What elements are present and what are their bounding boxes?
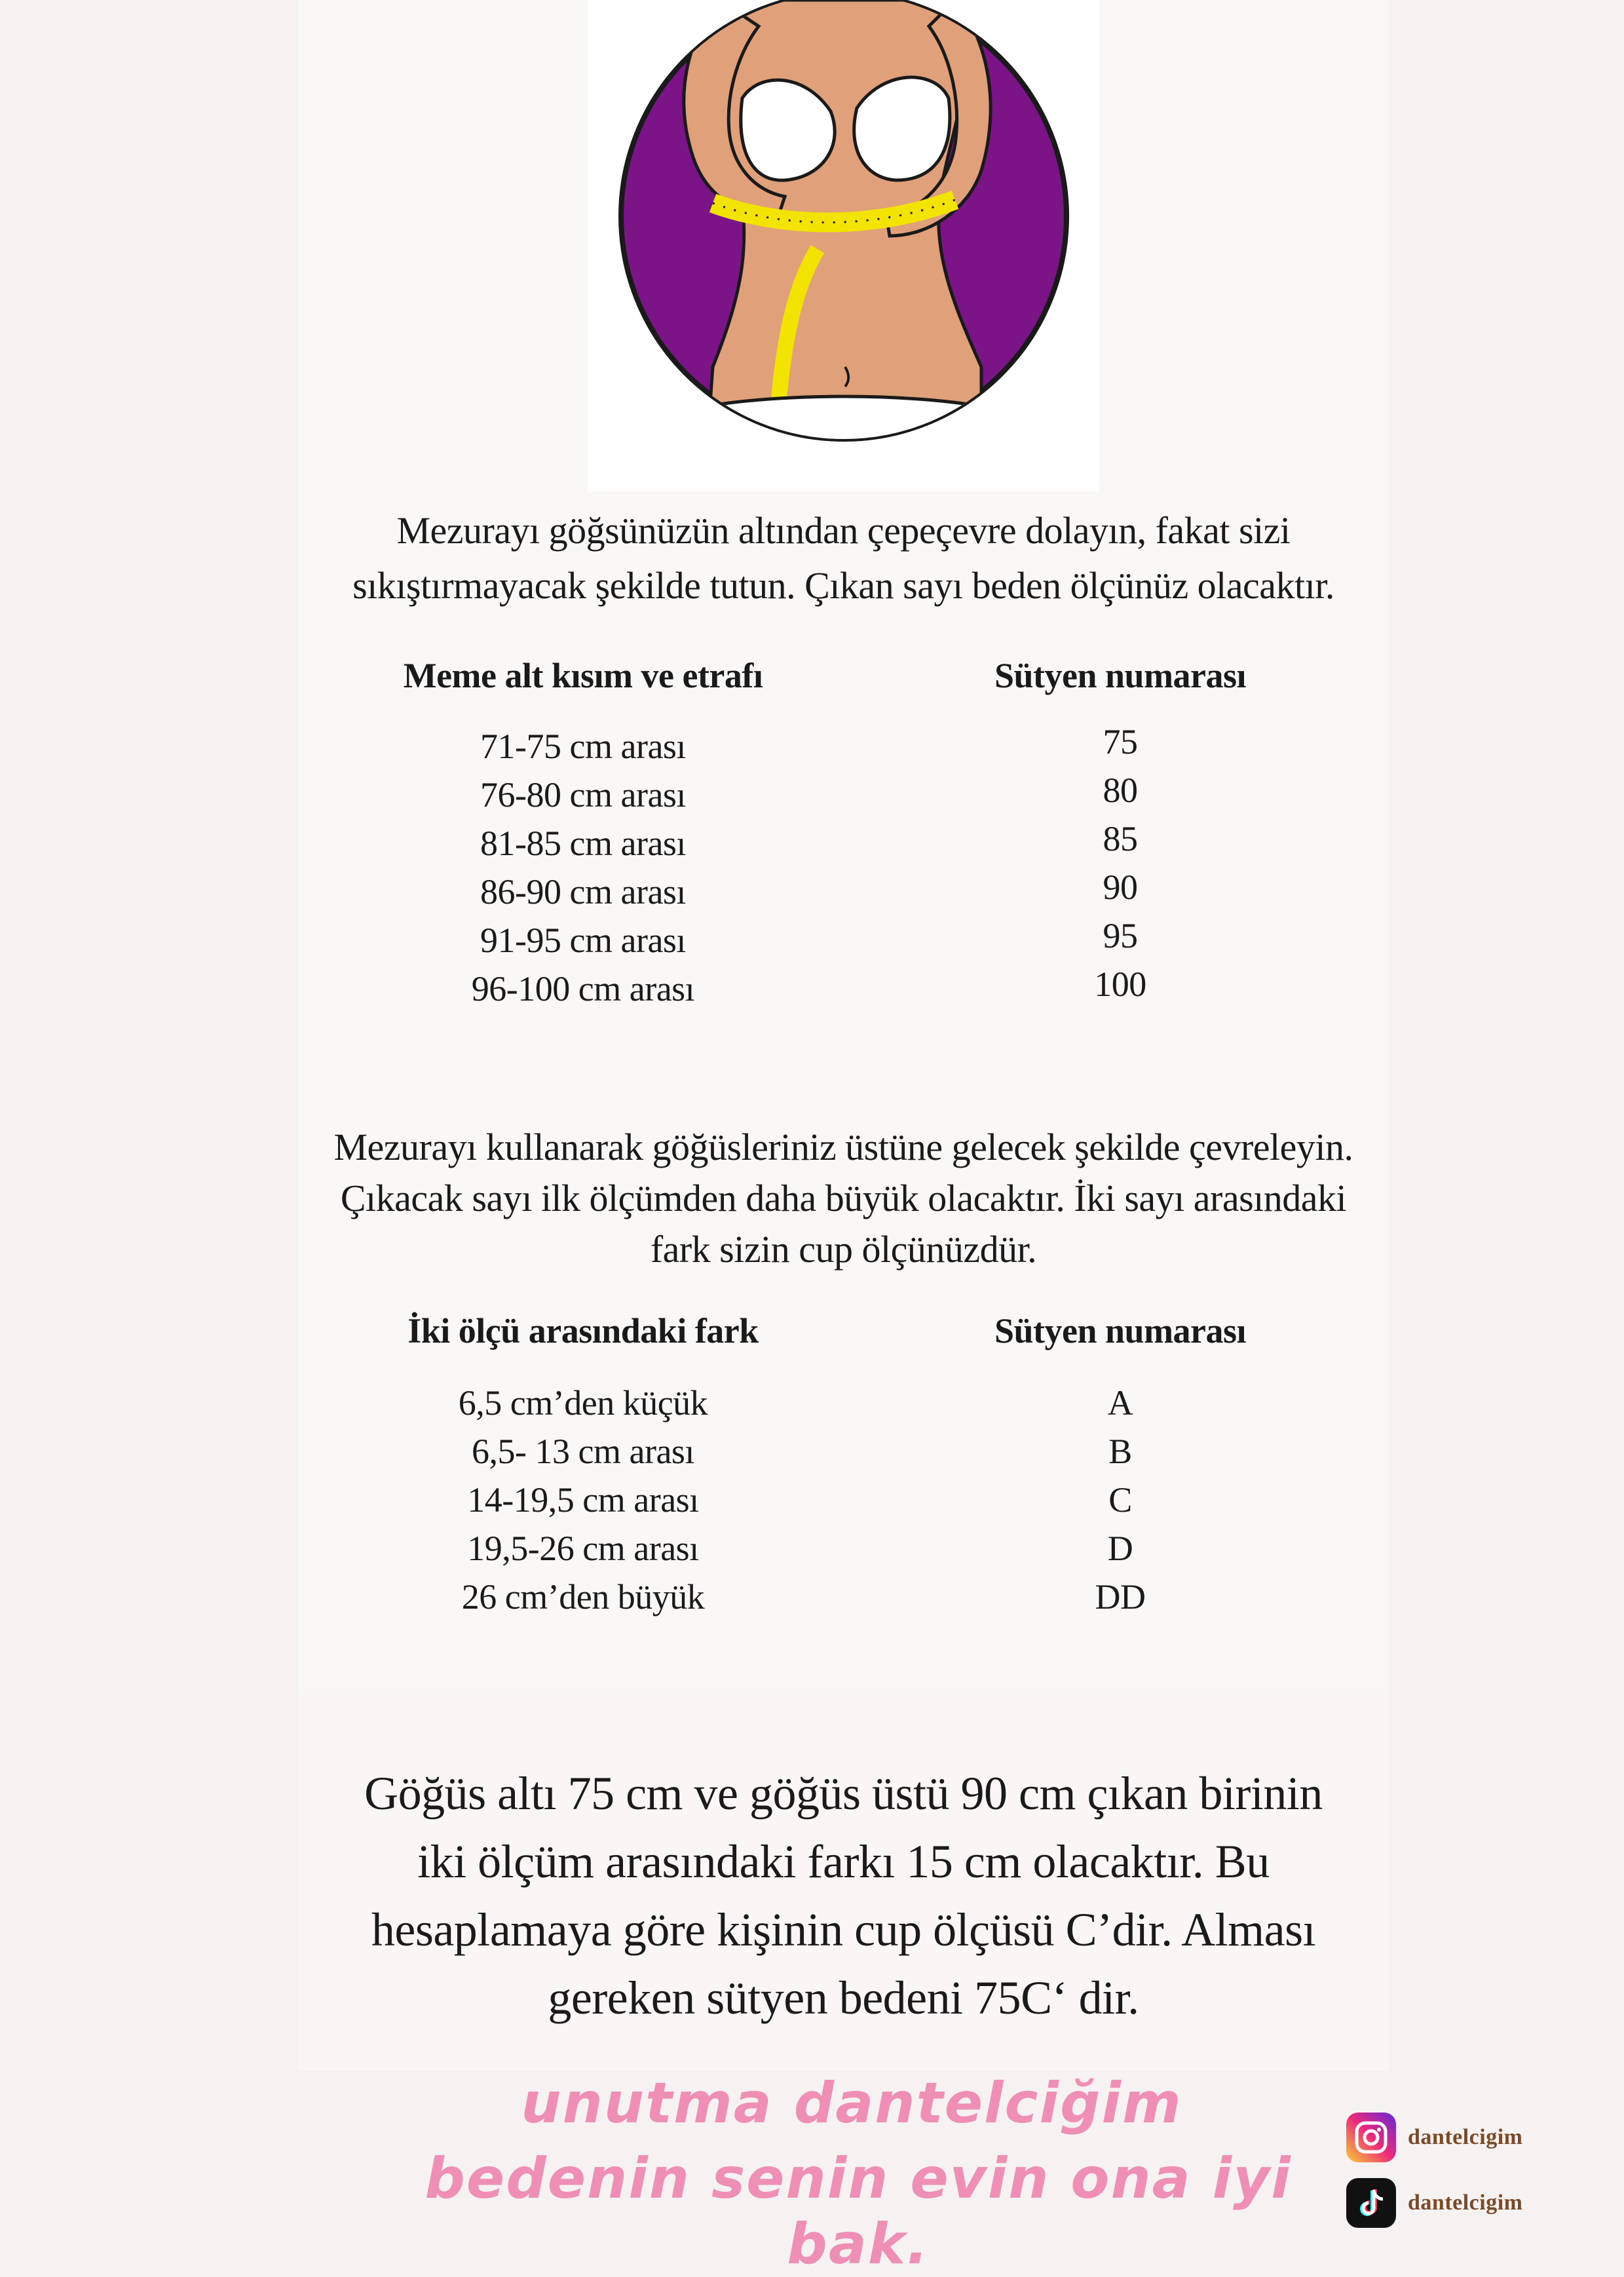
band-range-cell: 71-75 cm arası	[480, 727, 686, 766]
example-line: iki ölçüm arasındaki farkı 15 cm olacaktır. Bu	[417, 1835, 1270, 1888]
slogan-line-1: unutma dantelciğim	[521, 2071, 1182, 2136]
cup-instructions	[298, 1122, 1389, 1275]
band-instructions-line: Mezurayı göğsünüzün altından çepeçevre dolayın, fakat sizi	[396, 509, 1291, 552]
slogan-line-2: bedenin senin evin ona iyi bak.	[425, 2146, 1292, 2277]
band-size-cell: 100	[1094, 965, 1146, 1004]
cup-instructions-line: Çıkacak sayı ilk ölçümden daha büyük olacaktır. İki sayı arasındaki	[340, 1177, 1347, 1219]
band-table-header-left: Meme alt kısım ve etrafı	[403, 656, 763, 695]
cup-range-list	[367, 1379, 799, 1621]
band-range-cell: 81-85 cm arası	[480, 824, 686, 863]
cup-size-list	[924, 1379, 1317, 1621]
instagram-handle: dantelcigim	[1408, 2125, 1523, 2149]
cup-size-cell: D	[1107, 1529, 1133, 1568]
cup-instructions-line: Mezurayı kullanarak göğüsleriniz üstüne gelecek şekilde çevreleyin.	[333, 1126, 1353, 1168]
band-instructions	[298, 503, 1389, 613]
cup-table-header-right: Sütyen numarası	[994, 1311, 1247, 1350]
tiktok-handle: dantelcigim	[1408, 2191, 1523, 2215]
example-line: hesaplamaya göre kişinin cup ölçüsü C’dir. Alması	[371, 1904, 1316, 1956]
band-size-cell: 90	[1103, 868, 1138, 907]
cup-range-cell: 26 cm’den büyük	[461, 1577, 705, 1617]
band-size-cell: 75	[1103, 722, 1138, 761]
cup-size-cell: A	[1107, 1383, 1133, 1423]
example-line: gereken sütyen bedeni 75C‘ dir.	[548, 1972, 1139, 2024]
cup-size-cell: B	[1108, 1432, 1132, 1471]
instagram-icon	[1346, 2113, 1396, 2162]
cup-size-cell: C	[1108, 1480, 1132, 1520]
example-line: Göğüs altı 75 cm ve göğüs üstü 90 cm çıkan birinin	[364, 1767, 1323, 1820]
band-size-cell: 80	[1103, 771, 1138, 810]
band-size-cell: 85	[1103, 819, 1138, 858]
band-range-list	[367, 722, 799, 1013]
band-size-list	[924, 718, 1317, 1008]
tiktok-link[interactable]	[1346, 2177, 1522, 2229]
band-table-header-right: Sütyen numarası	[994, 656, 1247, 695]
band-instructions-line: sıkıştırmayacak şekilde tutun. Çıkan sayı beden ölçünüz olacaktır.	[352, 564, 1334, 607]
cup-range-cell: 6,5 cm’den küçük	[458, 1383, 708, 1423]
instagram-link[interactable]	[1346, 2111, 1522, 2164]
measuring-illustration	[588, 0, 1099, 491]
cup-range-cell: 14-19,5 cm arası	[467, 1480, 699, 1520]
example-text	[298, 1759, 1389, 2032]
cup-size-cell: DD	[1095, 1577, 1146, 1617]
band-range-cell: 91-95 cm arası	[480, 921, 686, 960]
cup-range-cell: 19,5-26 cm arası	[467, 1529, 699, 1568]
tiktok-icon	[1346, 2178, 1396, 2228]
cup-range-cell: 6,5- 13 cm arası	[472, 1432, 694, 1471]
band-range-cell: 76-80 cm arası	[480, 775, 686, 814]
band-range-cell: 96-100 cm arası	[471, 969, 695, 1008]
band-range-cell: 86-90 cm arası	[480, 872, 686, 911]
cup-table-header-left: İki ölçü arasındaki fark	[407, 1311, 759, 1350]
band-size-cell: 95	[1103, 916, 1138, 955]
cup-instructions-line: fark sizin cup ölçünüzdür.	[650, 1228, 1037, 1271]
